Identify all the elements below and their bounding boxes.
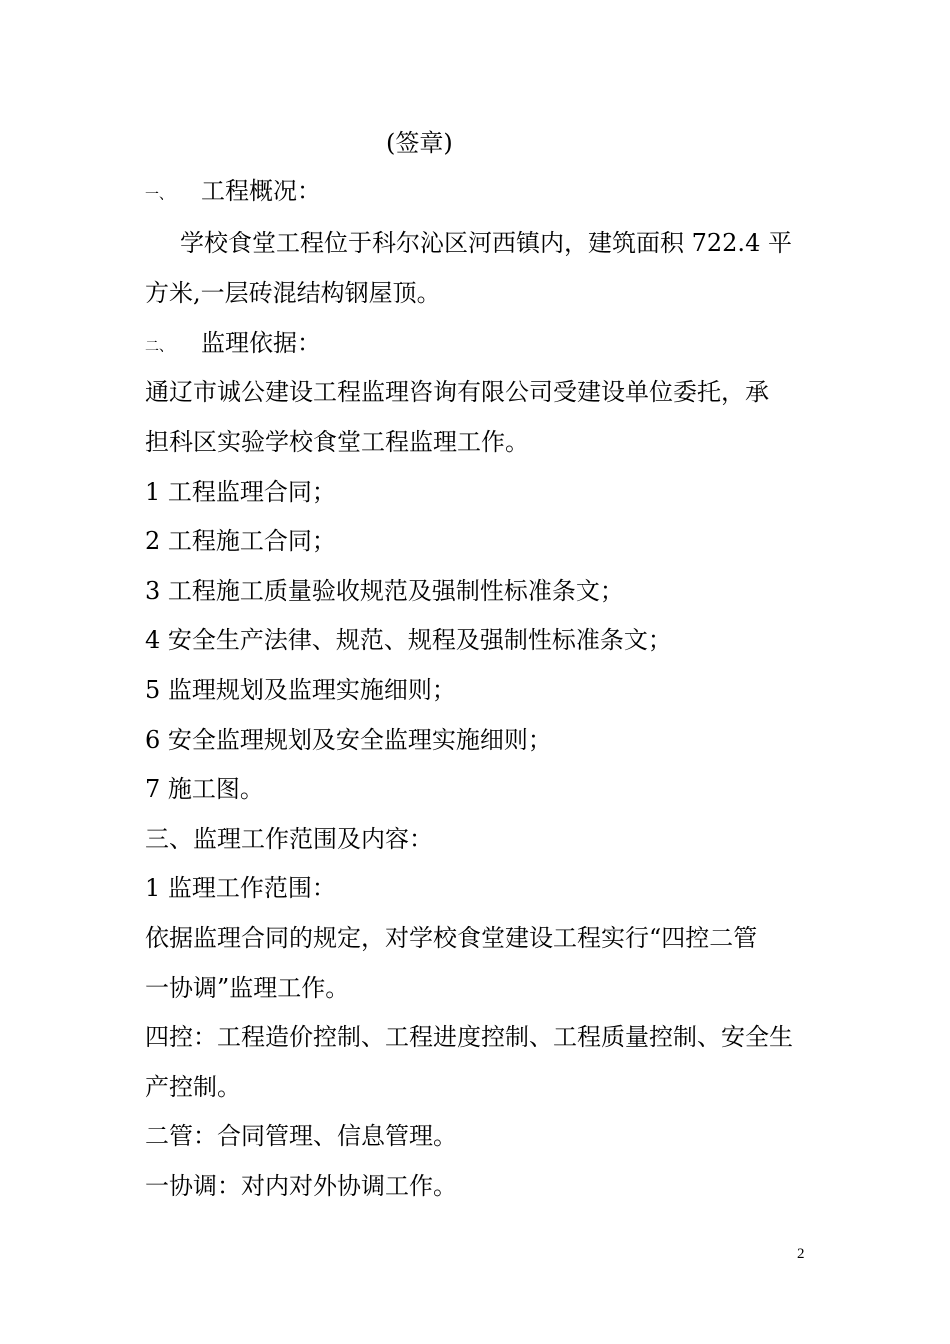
section-2-number: 二、 (145, 339, 173, 355)
page-number: 2 (797, 1246, 805, 1262)
section-3-paragraph-line-1: 依据监理合同的规定，对学校食堂建设工程实行“四控二管 (145, 924, 758, 952)
basis-item-7: 7 施工图。 (145, 775, 264, 803)
section-3-subheading: 1 监理工作范围： (145, 874, 336, 902)
basis-item-6: 6 安全监理规划及安全监理实施细则； (145, 726, 552, 754)
basis-item-5: 5 监理规划及监理实施细则； (145, 676, 456, 704)
basis-item-4: 4 安全生产法律、规范、规程及强制性标准条文； (145, 626, 672, 654)
two-management: 二管：合同管理、信息管理。 (145, 1122, 457, 1150)
basis-item-2: 2 工程施工合同； (145, 527, 336, 555)
section-2-title: 监理依据： (201, 329, 321, 357)
signature-label: (签章) (386, 129, 453, 157)
section-1-number: 一、 (145, 187, 173, 203)
section-2-paragraph-line-2: 担科区实验学校食堂工程监理工作。 (145, 428, 529, 456)
four-controls-line-1: 四控：工程造价控制、工程进度控制、工程质量控制、安全生 (145, 1023, 793, 1051)
basis-item-3: 3 工程施工质量验收规范及强制性标准条文； (145, 577, 624, 605)
four-controls-line-2: 产控制。 (145, 1073, 241, 1101)
basis-item-1: 1 工程监理合同； (145, 478, 336, 506)
section-3-heading: 三、监理工作范围及内容： (145, 825, 433, 853)
one-coordination: 一协调：对内对外协调工作。 (145, 1172, 457, 1200)
section-1-heading (145, 176, 321, 210)
section-1-title: 工程概况： (201, 177, 321, 205)
section-1-paragraph-line-1: 学校食堂工程位于科尔沁区河西镇内，建筑面积 722.4 平 (180, 229, 792, 257)
section-2-paragraph-line-1: 通辽市诚公建设工程监理咨询有限公司受建设单位委托，承 (145, 378, 769, 406)
section-2-heading (145, 328, 321, 362)
section-1-paragraph-line-2: 方米,一层砖混结构钢屋顶。 (145, 279, 441, 307)
section-3-paragraph-line-2: 一协调”监理工作。 (145, 974, 350, 1002)
